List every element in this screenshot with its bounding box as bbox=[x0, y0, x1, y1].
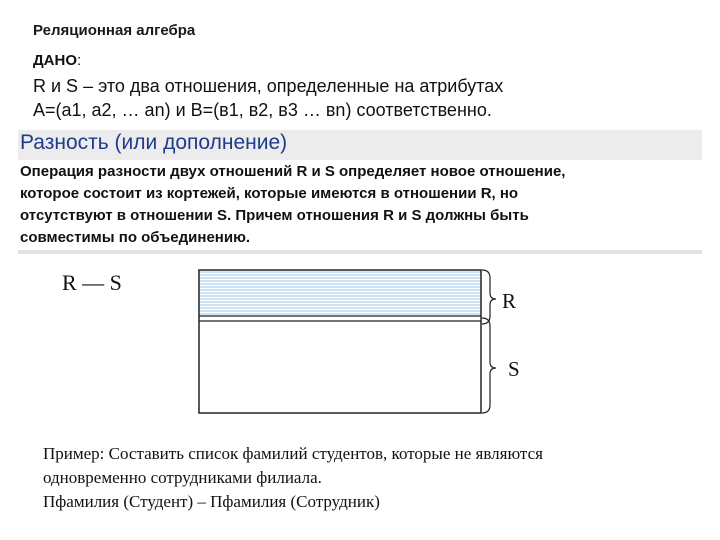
brace-s bbox=[482, 318, 496, 413]
slide-title: Реляционная алгебра bbox=[33, 22, 196, 39]
given-line-1: R и S – это два отношения, определенные на атрибутах bbox=[33, 76, 504, 96]
brace-r-label: R bbox=[502, 289, 517, 313]
definition-line-4: совместимы по объединению. bbox=[20, 229, 251, 246]
difference-expression: R — S bbox=[62, 270, 122, 295]
definition-underline-bar bbox=[18, 250, 702, 254]
given-label-colon: : bbox=[77, 52, 82, 69]
given-label bbox=[33, 52, 81, 69]
example-line-3: Пфамилия (Студент) – Пфамилия (Сотрудник) bbox=[43, 492, 380, 511]
r-minus-s-region bbox=[199, 270, 481, 316]
brace-s-label: S bbox=[508, 357, 520, 381]
definition-line-3: отсутствуют в отношении S. Причем отношения R и S должны быть bbox=[20, 207, 529, 224]
example-line-1: Пример: Составить список фамилий студентов, которые не являются bbox=[43, 444, 543, 463]
brace-r bbox=[482, 270, 496, 324]
definition-line-2: которое состоит из кортежей, которые имеются в отношении R, но bbox=[20, 185, 519, 202]
given-label-text: ДАНО bbox=[33, 52, 78, 69]
given-line-2: A=(a1, a2, … an) и B=(в1, в2, в3 … вn) соответственно. bbox=[33, 100, 492, 120]
difference-diagram bbox=[198, 268, 500, 418]
s-region bbox=[199, 316, 481, 413]
section-heading: Разность (или дополнение) bbox=[20, 131, 288, 154]
definition-line-1: Операция разности двух отношений R и S определяет новое отношение, bbox=[20, 163, 566, 180]
example-line-2: одновременно сотрудниками филиала. bbox=[43, 468, 322, 487]
